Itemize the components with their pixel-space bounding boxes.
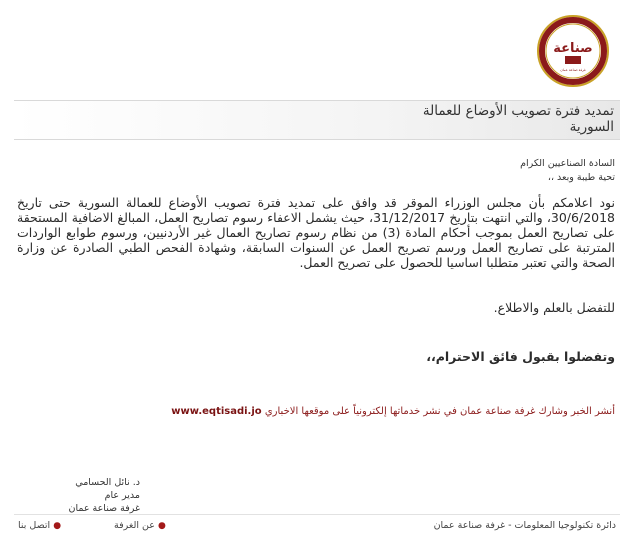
about-link-label: عن الغرفة	[114, 520, 155, 531]
footer	[14, 514, 620, 537]
closing-text: وتفضلوا بقبول فائق الاحترام،،	[426, 349, 615, 364]
chamber-logo-icon	[536, 14, 610, 88]
contact-link-label: اتصل بنا	[18, 520, 51, 531]
signature-name: د. نائل الحسامي	[75, 477, 140, 488]
logo-arabic-text: صناعة	[553, 41, 593, 56]
signature-block	[20, 476, 140, 515]
signature-organization: غرفة صناعة عمان	[68, 503, 140, 514]
greeting-line-1: السادة الصناعيين الكرام	[520, 158, 615, 169]
about-link[interactable]	[114, 520, 166, 531]
logo-caption-text: غرفة صناعة عمان	[560, 68, 586, 72]
bullet-icon: ●	[157, 521, 166, 531]
site-link[interactable]: www.eqtisadi.jo	[171, 406, 262, 417]
notice-text: للتفضل بالعلم والاطلاع.	[493, 300, 615, 315]
title-line-1: تمديد فترة تصويب الأوضاع للعمالة	[422, 103, 614, 119]
title-line-2: السورية	[569, 119, 614, 135]
footer-department: دائرة تكنولوجيا المعلومات - غرفة صناعة عمان	[433, 520, 616, 531]
bullet-icon: ●	[53, 521, 62, 531]
body-paragraph: نود اعلامكم بأن مجلس الوزراء الموقر قد وافق على تمديد فترة تصويب الأوضاع للعمالة السورية حتى تاريخ 30/6/2018، والتي انتهت بتاريخ 31/12/2017، حيث يشمل الاعفاء رسوم تصاريح العمل، المبالغ الاضافية المستحقة على تصاريح العمل بموجب أحكام المادة (3) من نظام رسوم تصاريح العمال غير الأردنيين، ورسوم طوابع الواردات المترتبة على تصاريح العمل ورسم تصريح العمل عن السنوات السابقة، وشهادة الفحص الطبي الصادرة عن وزارة الصحة والتي تعتبر متطلبا اساسيا للحصول على تصريح العمل.	[17, 195, 615, 270]
page-title	[314, 103, 614, 135]
share-line	[171, 406, 615, 417]
signature-position: مدير عام	[104, 490, 140, 501]
share-text: أنشر الخبر وشارك غرفة صناعة عمان في نشر خدماتها إلكترونياً على موقعها الاخباري	[264, 406, 615, 417]
title-banner	[14, 100, 620, 140]
contact-link[interactable]	[18, 520, 61, 531]
greeting-line-2: تحية طيبة وبعد ،،	[547, 172, 615, 183]
